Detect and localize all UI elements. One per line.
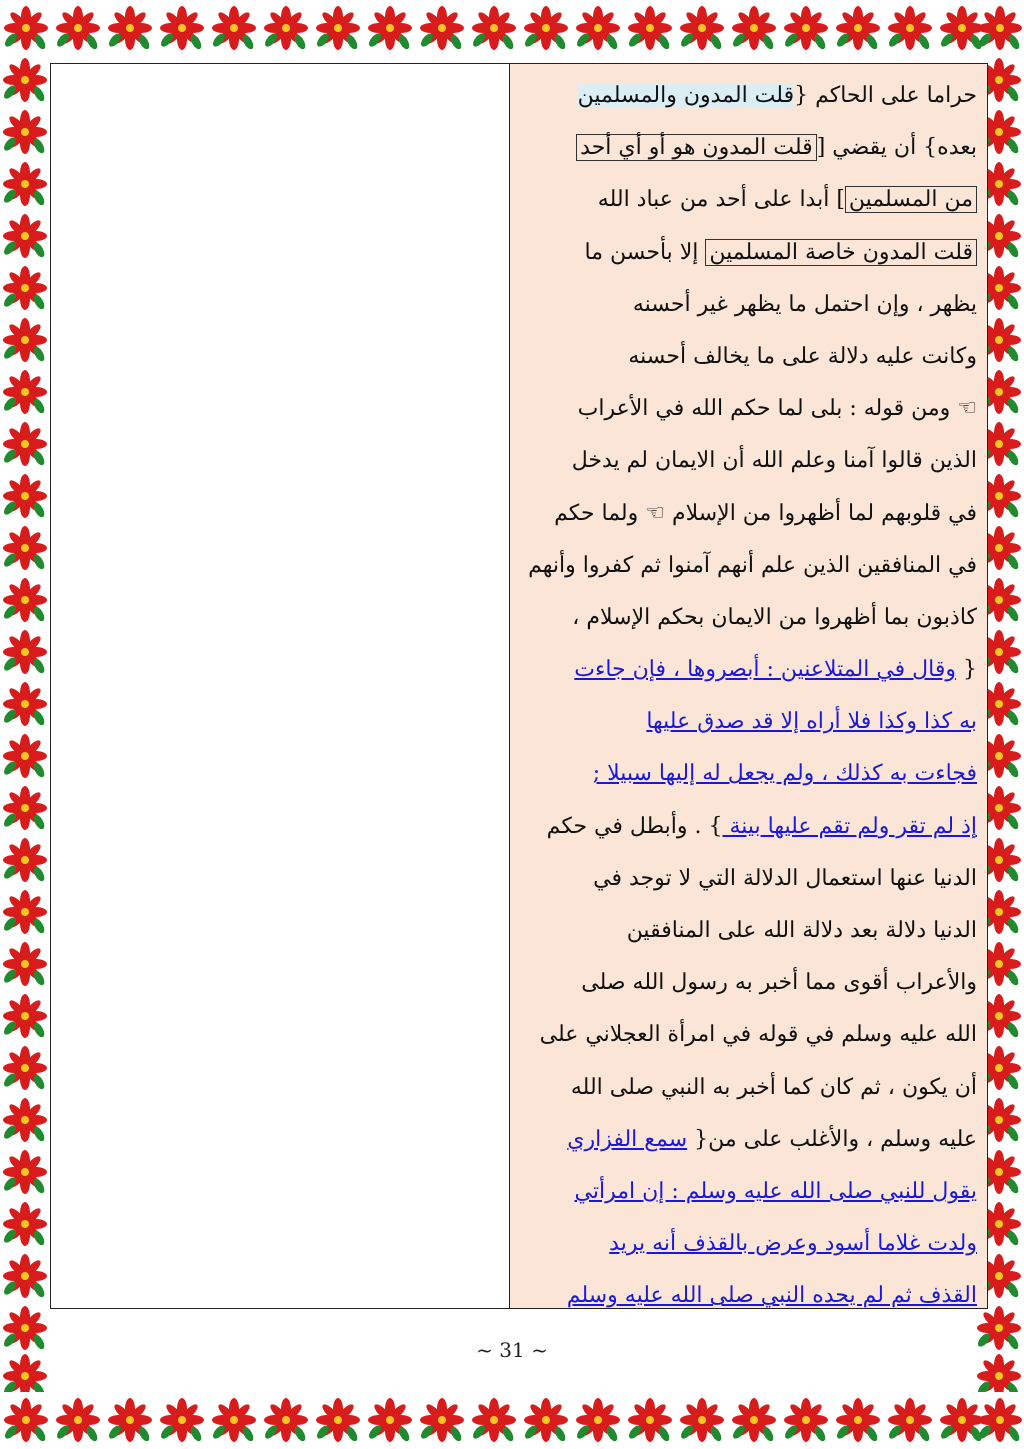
- text-run: إلا بأحسن ما: [584, 239, 706, 265]
- hadith-quote-link[interactable]: إذ لم تقر ولم تقم عليها بينة: [722, 813, 977, 839]
- text-run: حراما على الحاكم {: [794, 83, 977, 108]
- hadith-quote-link[interactable]: وقال في المتلاعنين : أبصروها ، فإن جاءت: [574, 657, 956, 683]
- text-run: } . وأبطل في حكم: [546, 813, 723, 839]
- text-line: [528, 174, 977, 226]
- text-line: [528, 435, 977, 487]
- text-line: [528, 905, 977, 957]
- text-run: ] أبدا على أحد من عباد الله: [597, 187, 845, 213]
- highlighted-note: قلت المدون والمسلمين: [577, 83, 795, 108]
- text-run: ☜ ومن قوله : بلى لما حكم الله في الأعراب: [577, 396, 977, 422]
- text-line: [528, 1270, 977, 1322]
- arabic-text-column: [510, 64, 987, 1308]
- text-run: الدنيا عنها استعمال الدلالة التي لا توجد في: [593, 865, 977, 891]
- poinsettia-border-top-icon: [0, 0, 1024, 58]
- hadith-quote-link[interactable]: به كذا وكذا فلا أراه إلا قد صدق عليها: [646, 709, 977, 735]
- page-number: ~ 31 ~: [476, 1338, 548, 1362]
- poinsettia-border-left-icon: [0, 58, 52, 1392]
- text-line: [528, 383, 977, 435]
- text-line: [528, 853, 977, 905]
- text-line: [528, 644, 977, 696]
- text-line: [528, 1009, 977, 1061]
- text-run: {: [956, 657, 977, 683]
- text-line: [528, 1062, 977, 1114]
- boxed-note: قلت المدون هو أو أي أحد: [576, 134, 817, 161]
- poinsettia-border-bottom-icon: [0, 1392, 1024, 1449]
- hadith-quote-link[interactable]: ولدت غلاما أسود وعرض بالقذف أنه يريد: [609, 1231, 977, 1257]
- text-run: في قلوبهم لما أظهروا من الإسلام ☜ ولما حكم: [554, 500, 977, 526]
- text-run: وكانت عليه دلالة على ما يخالف أحسنه: [628, 343, 977, 369]
- text-run: كاذبون بما أظهروا من الايمان بحكم الإسلام ،: [572, 604, 977, 630]
- arabic-text-body: [528, 70, 977, 1323]
- empty-left-column: [51, 64, 510, 1308]
- text-line: [528, 801, 977, 853]
- text-run: الذين قالوا آمنا وعلم الله أن الايمان لم يدخل: [571, 448, 977, 474]
- text-run: أن يكون ، ثم كان كما أخبر به النبي صلى الله: [570, 1074, 977, 1100]
- text-line: [528, 748, 977, 800]
- hadith-quote-link[interactable]: فجاءت به كذلك ، ولم يجعل له إليها سبيلا ;: [592, 761, 977, 787]
- text-line: [528, 488, 977, 540]
- text-run: يظهر ، وإن احتمل ما يظهر غير أحسنه: [632, 291, 977, 317]
- decorative-border-top: [0, 0, 1024, 58]
- decorative-border-bottom: [0, 1392, 1024, 1449]
- hadith-quote-link[interactable]: سمع الفزاري: [567, 1126, 688, 1152]
- text-line: [528, 122, 977, 174]
- text-line: [528, 1218, 977, 1270]
- text-run: الله عليه وسلم في قوله في امرأة العجلاني على: [539, 1022, 977, 1048]
- hadith-quote-link[interactable]: يقول للنبي صلى الله عليه وسلم : إن امرأتي: [574, 1178, 977, 1204]
- text-line: [528, 1114, 977, 1166]
- boxed-note: قلت المدون خاصة المسلمين: [705, 239, 977, 266]
- text-run: بعده} أن يقضي [: [816, 135, 977, 161]
- hadith-quote-link[interactable]: القذف ثم لم يحده النبي صلى الله عليه وسلم: [566, 1283, 977, 1309]
- text-run: في المنافقين الذين علم أنهم آمنوا ثم كفروا وأنهم: [528, 552, 977, 578]
- boxed-note: من المسلمين: [845, 186, 977, 213]
- text-line: [528, 1166, 977, 1218]
- text-line: [528, 957, 977, 1009]
- decorative-border-left: [0, 58, 52, 1392]
- text-line: [528, 227, 977, 279]
- content-table: [50, 63, 988, 1309]
- text-run: والأعراب أقوى مما أخبر به رسول الله صلى: [581, 970, 977, 996]
- text-line: [528, 696, 977, 748]
- text-line: [528, 540, 977, 592]
- text-line: [528, 331, 977, 383]
- text-line: [528, 592, 977, 644]
- text-run: عليه وسلم ، والأغلب على من{: [687, 1126, 977, 1152]
- text-line: [528, 70, 977, 122]
- text-line: [528, 279, 977, 331]
- text-run: الدنيا دلالة بعد دلالة الله على المنافقين: [626, 918, 977, 943]
